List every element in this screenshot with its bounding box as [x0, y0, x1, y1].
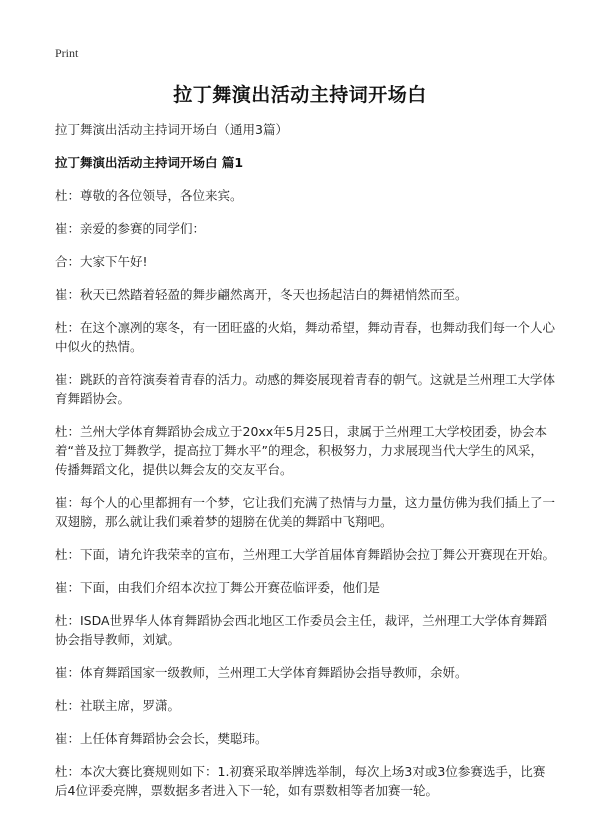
paragraph: 杜：社联主席，罗潇。 — [55, 698, 181, 713]
paragraph: 杜：在这个凛冽的寒冬，有一团旺盛的火焰，舞动希望，舞动青春，也舞动我们每一个人心中似火的热情。 — [55, 320, 556, 354]
document-subtitle: 拉丁舞演出活动主持词开场白（通用3篇） — [55, 122, 288, 137]
paragraph: 杜：尊敬的各位领导，各位来宾。 — [55, 188, 243, 203]
paragraph: 合：大家下午好! — [55, 254, 148, 269]
paragraph: 杜：本次大赛比赛规则如下：1.初赛采取举牌选举制，每次上场3对或3位参赛选手，比赛后4位评委亮牌，票数据多者进入下一轮，如有票数相等者加赛一轮。 — [55, 764, 546, 798]
section-heading: 拉丁舞演出活动主持词开场白 篇1 — [55, 155, 244, 170]
document-body — [55, 120, 555, 814]
paragraph: 杜：下面，请允许我荣幸的宣布，兰州理工大学首届体育舞蹈协会拉丁舞公开赛现在开始。 — [55, 547, 556, 562]
paragraph: 崔：体育舞蹈国家一级教师，兰州理工大学体育舞蹈协会指导教师，余妍。 — [55, 665, 468, 680]
paragraph: 崔：上任体育舞蹈协会会长，樊聪玮。 — [55, 731, 268, 746]
print-link[interactable]: Print — [55, 46, 79, 60]
paragraph: 崔：每个人的心里都拥有一个梦，它让我们充满了热情与力量，这力量仿佛为我们插上了一双翅膀，那么就让我们乘着梦的翅膀在优美的舞蹈中飞翔吧。 — [55, 495, 556, 529]
paragraph: 崔：秋天已然踏着轻盈的舞步翩然离开，冬天也扬起洁白的舞裙悄然而至。 — [55, 287, 468, 302]
paragraph: 杜：兰州大学体育舞蹈协会成立于20xx年5月25日，隶属于兰州理工大学校团委，协会本着“普及拉丁舞教学，提高拉丁舞水平”的理念，积极努力，力求展现当代大学生的风采，传播舞蹈文化，提供以舞会友的交友平台。 — [55, 424, 548, 477]
paragraph: 崔：亲爱的参赛的同学们： — [55, 221, 206, 236]
paragraph: 杜：ISDA世界华人体育舞蹈协会西北地区工作委员会主任，裁评，兰州理工大学体育舞蹈协会指导教师，刘斌。 — [55, 613, 548, 647]
page-title: 拉丁舞演出活动主持词开场白 — [173, 84, 427, 106]
paragraph: 崔：跳跃的音符演奏着青春的活力。动感的舞姿展现着青春的朝气。这就是兰州理工大学体育舞蹈协会。 — [55, 372, 556, 406]
paragraph: 崔：下面，由我们介绍本次拉丁舞公开赛莅临评委，他们是 — [55, 580, 381, 595]
